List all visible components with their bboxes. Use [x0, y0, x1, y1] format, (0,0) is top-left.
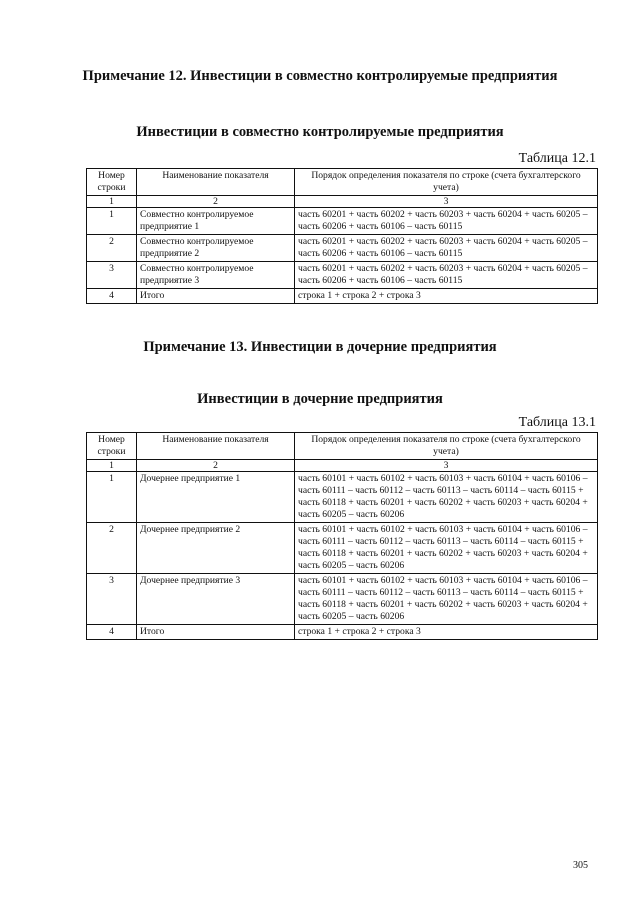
table-header-row [87, 169, 598, 196]
header-indicator-name: Наименование показателя [137, 169, 295, 196]
column-numbers-row [87, 196, 598, 208]
table-row [87, 289, 598, 304]
table-row [87, 235, 598, 262]
row-formula: часть 60101 + часть 60102 + часть 60103 + часть 60104 + часть 60106 – часть 60111 – часть 60112 – часть 60113 – часть 60114 – часть 60115 + часть 60118 + часть 60201 + часть 60202 + часть 60203 + часть 60204 + часть 60205 – часть 60206 [295, 472, 598, 523]
row-formula: строка 1 + строка 2 + строка 3 [295, 289, 598, 304]
header-row-number: Номер строки [87, 433, 137, 460]
note13-table-title: Инвестиции в дочерние предприятия [197, 391, 443, 407]
row-number: 4 [87, 625, 137, 640]
row-name: Итого [137, 289, 295, 304]
row-name: Совместно контролируемое предприятие 3 [137, 262, 295, 289]
row-formula: часть 60201 + часть 60202 + часть 60203 + часть 60204 + часть 60205 – часть 60206 + часть 60106 – часть 60115 [295, 208, 598, 235]
row-formula: часть 60101 + часть 60102 + часть 60103 + часть 60104 + часть 60106 – часть 60111 – часть 60112 – часть 60113 – часть 60114 – часть 60115 + часть 60118 + часть 60201 + часть 60202 + часть 60203 + часть 60204 + часть 60205 – часть 60206 [295, 574, 598, 625]
row-name: Совместно контролируемое предприятие 2 [137, 235, 295, 262]
row-number: 4 [87, 289, 137, 304]
row-name: Совместно контролируемое предприятие 1 [137, 208, 295, 235]
row-formula: часть 60201 + часть 60202 + часть 60203 + часть 60204 + часть 60205 – часть 60206 + часть 60106 – часть 60115 [295, 262, 598, 289]
row-formula: часть 60201 + часть 60202 + часть 60203 + часть 60204 + часть 60205 – часть 60206 + часть 60106 – часть 60115 [295, 235, 598, 262]
row-name: Дочернее предприятие 2 [137, 523, 295, 574]
note12-table-label: Таблица 12.1 [518, 151, 596, 166]
row-name: Итого [137, 625, 295, 640]
column-number: 1 [87, 460, 137, 472]
table-row [87, 523, 598, 574]
table-row [87, 472, 598, 523]
column-numbers-row [87, 460, 598, 472]
row-number: 3 [87, 574, 137, 625]
header-indicator-name: Наименование показателя [137, 433, 295, 460]
row-formula: строка 1 + строка 2 + строка 3 [295, 625, 598, 640]
table-row [87, 625, 598, 640]
table-row [87, 574, 598, 625]
note13-heading: Примечание 13. Инвестиции в дочерние предприятия [143, 339, 497, 355]
column-number: 3 [295, 460, 598, 472]
note12-heading: Примечание 12. Инвестиции в совместно контролируемые предприятия [82, 68, 558, 84]
column-number: 2 [137, 196, 295, 208]
column-number: 2 [137, 460, 295, 472]
note13-table [86, 432, 598, 640]
table-row [87, 262, 598, 289]
note12-table-title: Инвестиции в совместно контролируемые предприятия [136, 124, 504, 140]
table-row [87, 208, 598, 235]
header-row-number: Номер строки [87, 169, 137, 196]
row-number: 2 [87, 523, 137, 574]
row-number: 1 [87, 208, 137, 235]
note13-table-label: Таблица 13.1 [518, 415, 596, 430]
header-formula: Порядок определения показателя по строке (счета бухгалтерского учета) [295, 169, 598, 196]
row-formula: часть 60101 + часть 60102 + часть 60103 + часть 60104 + часть 60106 – часть 60111 – часть 60112 – часть 60113 – часть 60114 – часть 60115 + часть 60118 + часть 60201 + часть 60202 + часть 60203 + часть 60204 + часть 60205 – часть 60206 [295, 523, 598, 574]
table-header-row [87, 433, 598, 460]
row-number: 1 [87, 472, 137, 523]
note12-table [86, 168, 598, 304]
row-number: 2 [87, 235, 137, 262]
row-number: 3 [87, 262, 137, 289]
row-name: Дочернее предприятие 1 [137, 472, 295, 523]
page-number: 305 [573, 860, 588, 871]
column-number: 1 [87, 196, 137, 208]
header-formula: Порядок определения показателя по строке (счета бухгалтерского учета) [295, 433, 598, 460]
column-number: 3 [295, 196, 598, 208]
row-name: Дочернее предприятие 3 [137, 574, 295, 625]
